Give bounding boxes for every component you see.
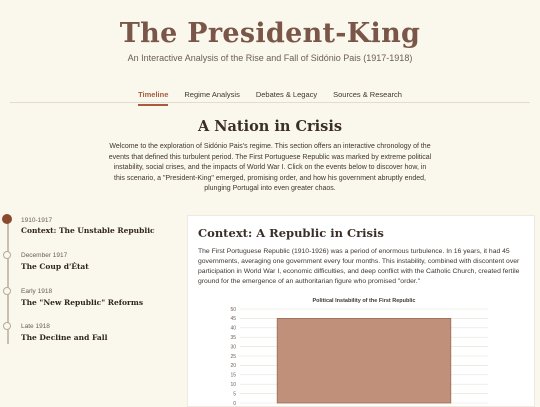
y-tick-label: 15	[230, 372, 236, 379]
header	[0, 0, 540, 63]
chart-bar[interactable]	[277, 318, 451, 403]
tab-regime-analysis[interactable]: Regime Analysis	[184, 90, 240, 99]
y-tick-label: 40	[230, 325, 236, 332]
timeline-date: 1910-1917	[21, 217, 53, 224]
timeline-dot	[3, 322, 11, 330]
chart-title: Political Instability of the First Republic	[312, 298, 416, 304]
timeline-date: December 1917	[21, 252, 68, 259]
timeline-dot	[3, 251, 11, 259]
y-tick-label: 35	[230, 335, 236, 341]
section-intro: Welcome to the exploration of Sidónio Pais's regime. This section offers an interactive chronology of the events that defined this turbulent period. The First Portuguese Republic was marked by extreme political instability, social crises, and the impacts of World War I. Click on the events below to discover how, in this scenario, a "President-King" emerged, promising order, and how his government abruptly ended, plunging Portugal into even greater chaos.	[108, 143, 432, 192]
timeline-date: Early 1918	[21, 288, 53, 295]
timeline-date: Late 1918	[21, 323, 50, 330]
page-subtitle: An Interactive Analysis of the Rise and Fall of Sidónio Pais (1917-1918)	[127, 53, 413, 63]
tab-debates-legacy[interactable]: Debates & Legacy	[255, 90, 318, 99]
y-tick-label: 0	[233, 400, 236, 406]
timeline-dot	[3, 287, 11, 295]
panel-text: The First Portuguese Republic (1910-1926) was a period of enormous turbulence. In 16 years, it had 45 governments, averaging one government every four months. This instability, combined with discontent over participation in World War I, economic difficulties, and deep conflict with the Catholic Church, created fertile ground for the emergence of an authoritarian figure who promised "order."	[198, 248, 520, 285]
y-tick-label: 30	[230, 344, 236, 351]
main-nav	[10, 84, 530, 103]
context-panel	[187, 215, 535, 407]
y-tick-label: 50	[230, 306, 236, 313]
panel-title: Context: A Republic in Crisis	[198, 226, 384, 240]
tab-sources-research[interactable]: Sources & Research	[333, 90, 402, 99]
page-title: The President-King	[119, 18, 421, 49]
section-title: A Nation in Crisis	[197, 118, 343, 135]
timeline-dot-active	[2, 214, 12, 224]
timeline-label: The Coup d'État	[21, 262, 89, 271]
tab-timeline[interactable]: Timeline	[138, 90, 168, 106]
y-tick-label: 25	[230, 353, 236, 360]
timeline-label: The Decline and Fall	[21, 333, 108, 342]
y-tick-label: 45	[230, 316, 236, 323]
y-tick-label: 10	[230, 382, 236, 388]
y-tick-label: 20	[230, 363, 236, 370]
timeline-label: The "New Republic" Reforms	[21, 298, 144, 307]
timeline-label: Context: The Unstable Republic	[21, 226, 155, 235]
y-tick-label: 5	[233, 391, 236, 398]
instability-chart	[188, 294, 534, 406]
